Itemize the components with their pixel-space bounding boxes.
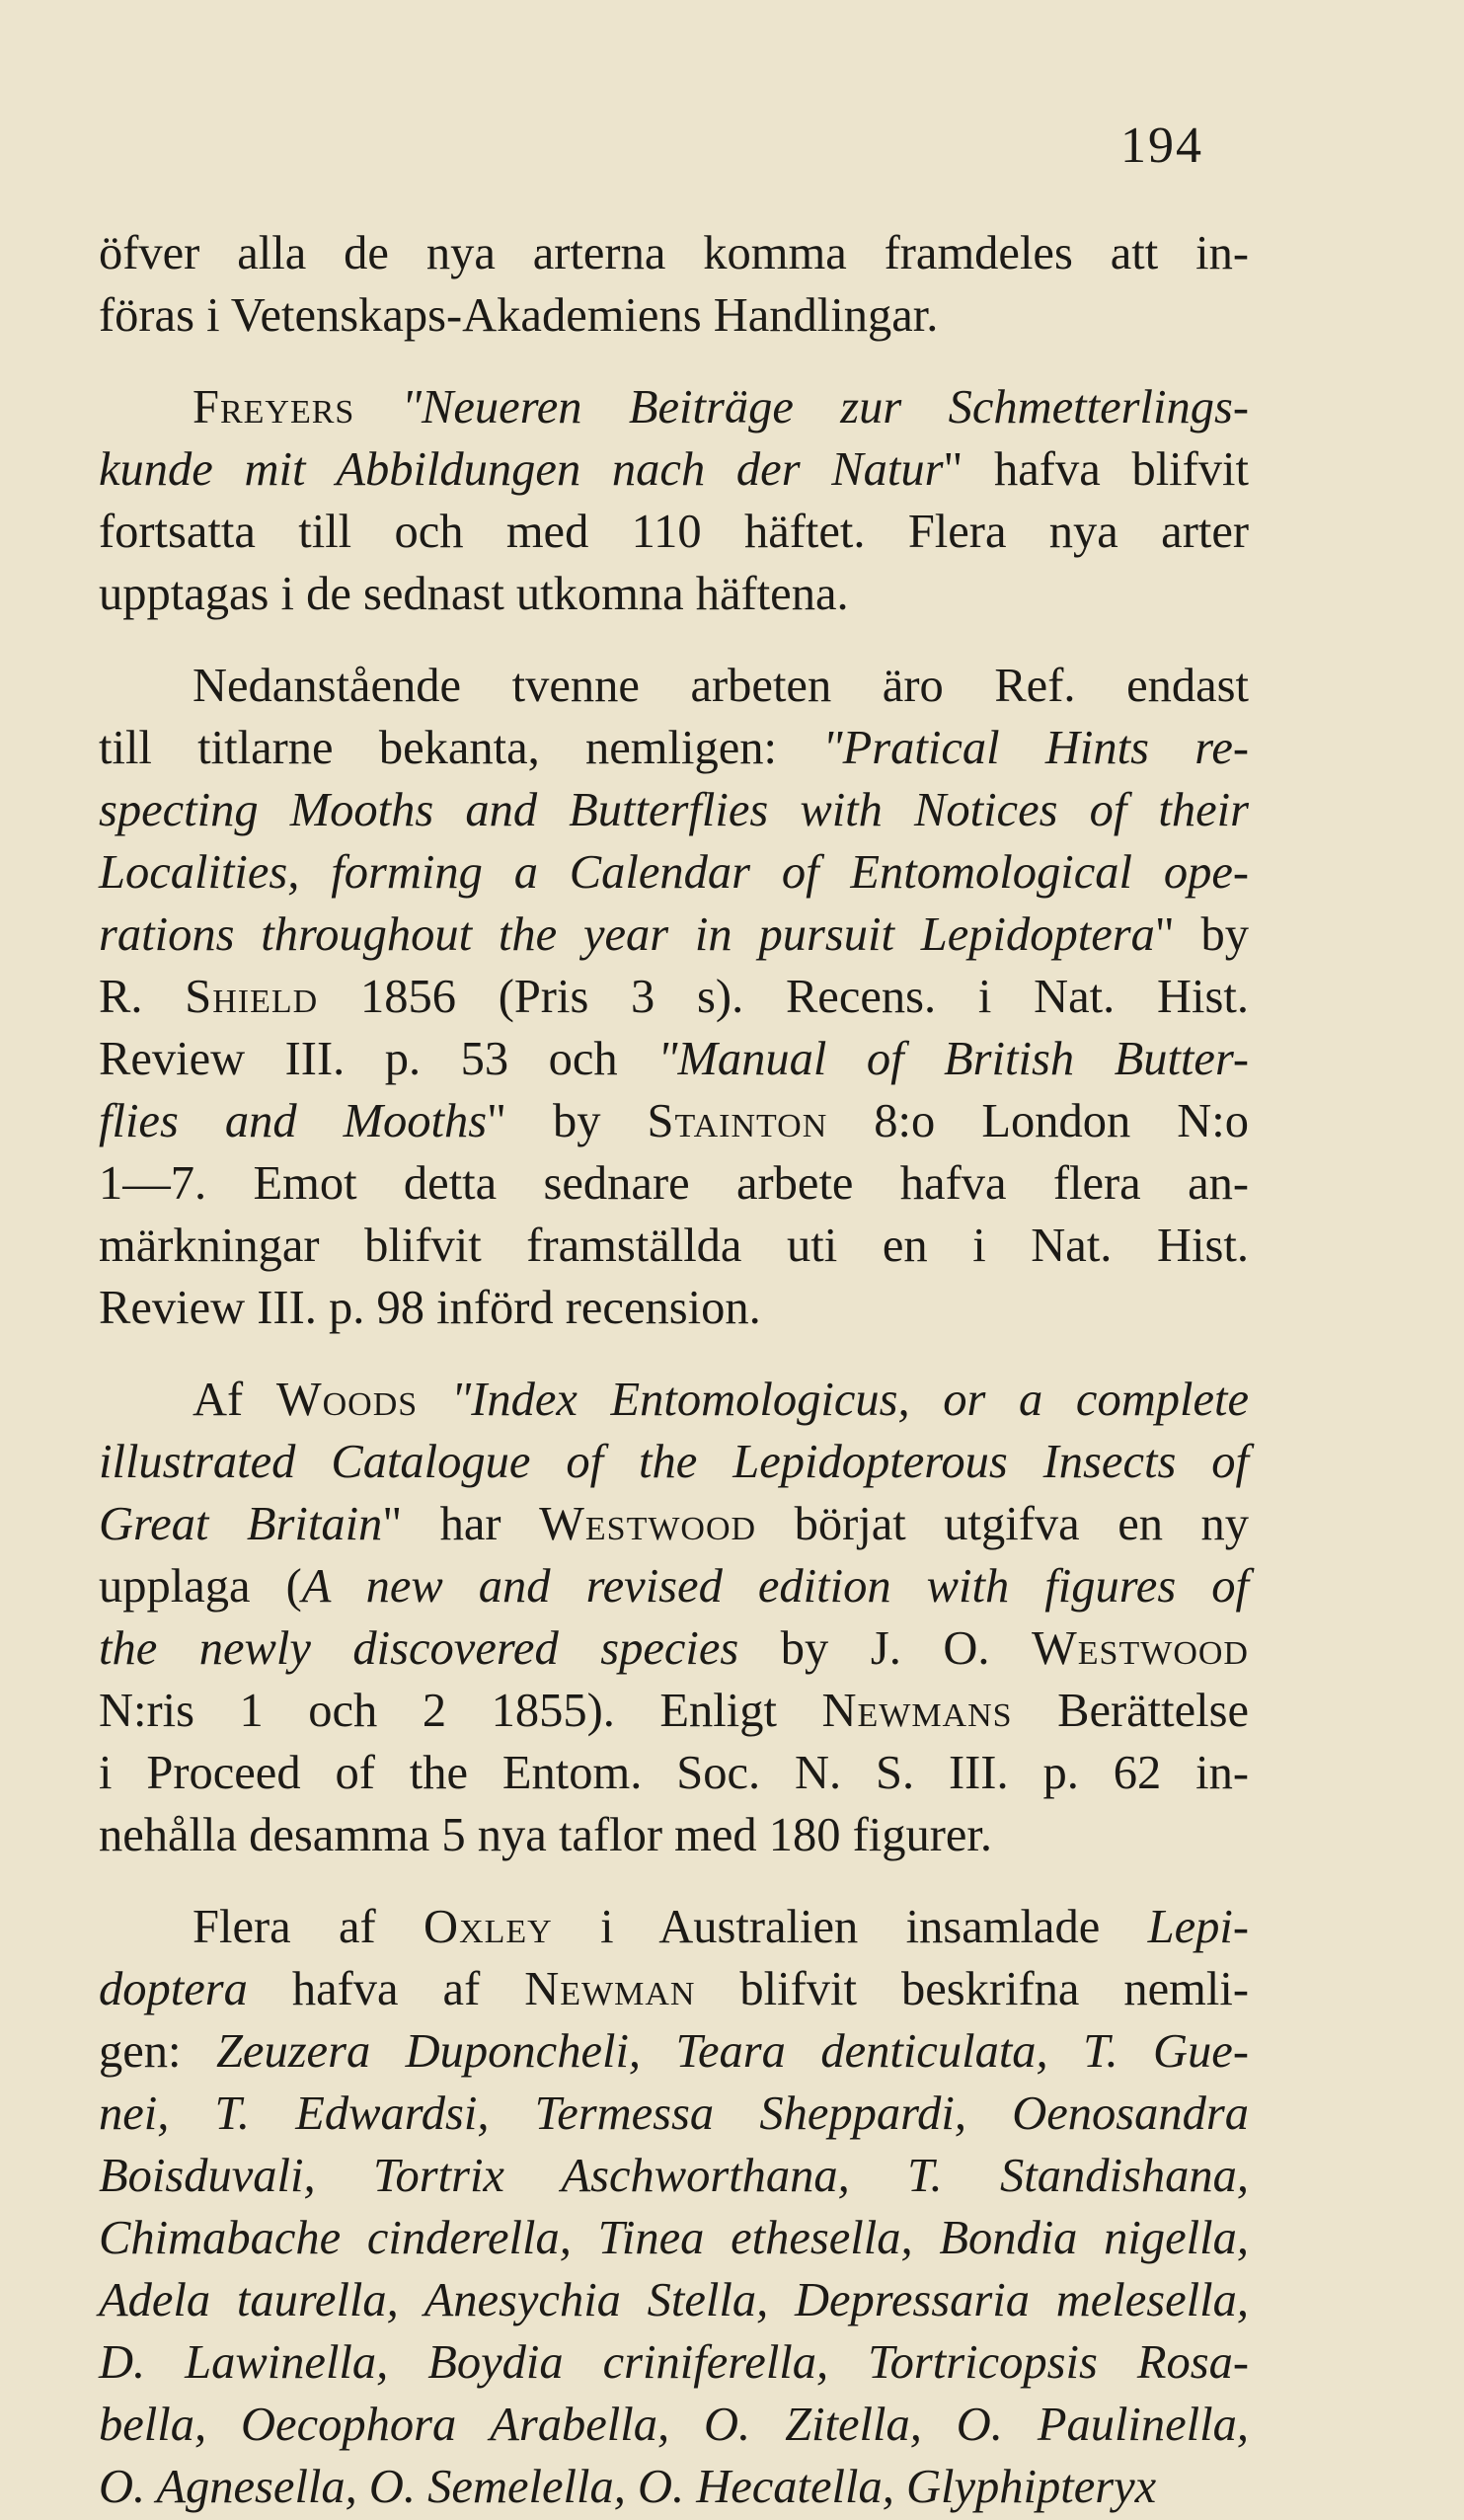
italic-run: D. Lawinella, Boydia criniferella, Tortricopsis Rosa- bbox=[99, 2336, 1249, 2389]
text-line bbox=[99, 2145, 1249, 2207]
text-line bbox=[99, 376, 1249, 438]
text-run: R. bbox=[99, 971, 186, 1023]
italic-run: O. Agnesella, O. Semelella, O. Hecatella, Glyphipteryx bbox=[99, 2461, 1157, 2513]
text-run: märkningar blifvit framställda uti en i Nat. Hist. bbox=[99, 1220, 1249, 1272]
italic-run: "Pratical Hints re- bbox=[822, 722, 1249, 774]
text-run: " by bbox=[487, 1095, 648, 1147]
text-line bbox=[99, 2331, 1249, 2394]
text-run: föras i Vetenskaps-Akademiens Handlingar. bbox=[99, 289, 939, 342]
text-line bbox=[99, 1680, 1249, 1742]
text-line bbox=[99, 501, 1249, 563]
paragraph bbox=[99, 1896, 1249, 2518]
italic-run: Lepi- bbox=[1147, 1901, 1249, 1953]
small-caps-name: Freyers bbox=[193, 381, 355, 433]
italic-run: Zeuzera Duponcheli, Teara denticulata, T. Gue- bbox=[215, 2025, 1249, 2078]
text-run: N:ris 1 och 2 1855). Enligt bbox=[99, 1685, 822, 1737]
text-line bbox=[99, 438, 1249, 501]
small-caps-name: Woods bbox=[275, 1374, 419, 1426]
text-line bbox=[99, 1152, 1249, 1215]
text-line bbox=[99, 1090, 1249, 1152]
text-line bbox=[99, 563, 1249, 625]
italic-run: bella, Oecophora Arabella, O. Zitella, O. Paulinella, bbox=[99, 2399, 1249, 2451]
paragraph bbox=[99, 222, 1249, 347]
italic-run: doptera bbox=[99, 1963, 248, 2015]
paragraph bbox=[99, 376, 1249, 625]
italic-run: rations throughout the year in pursuit Lepidoptera bbox=[99, 908, 1155, 961]
italic-run: Localities, forming a Calendar of Entomological ope- bbox=[99, 846, 1249, 899]
italic-run: flies and Mooths bbox=[99, 1095, 488, 1147]
page-number: 194 bbox=[1120, 118, 1203, 174]
text-run: fortsatta till och med 110 häftet. Flera nya arter bbox=[99, 506, 1249, 558]
italic-run: specting Mooths and Butterflies with Notices of their bbox=[99, 784, 1249, 836]
paragraph-gap bbox=[99, 1866, 1249, 1896]
text-run: i Australien insamlade bbox=[552, 1901, 1148, 1953]
text-line bbox=[99, 1215, 1249, 1277]
text-line bbox=[99, 2456, 1249, 2518]
text-run: till titlarne bekanta, nemligen: bbox=[99, 722, 823, 774]
italic-run: illustrated Catalogue of the Lepidopterous Insects of bbox=[99, 1436, 1249, 1488]
text-line bbox=[99, 2207, 1249, 2269]
text-run: gen: bbox=[99, 2025, 216, 2078]
text-run: 8:o London N:o bbox=[827, 1095, 1249, 1147]
text-line bbox=[99, 1493, 1249, 1555]
text-line bbox=[99, 1028, 1249, 1090]
text-line bbox=[99, 1617, 1249, 1680]
text-line bbox=[99, 841, 1249, 904]
text-run: blifvit beskrifna nemli- bbox=[695, 1963, 1249, 2015]
text-run: by J. O. bbox=[738, 1622, 1033, 1675]
italic-run: A new and revised edition with figures of bbox=[301, 1560, 1249, 1613]
text-run: " by bbox=[1154, 908, 1249, 961]
italic-run: nei, T. Edwardsi, Termessa Sheppardi, Oenosandra bbox=[99, 2087, 1249, 2140]
italic-run: Adela taurella, Anesychia Stella, Depressaria melesella, bbox=[99, 2274, 1249, 2326]
text-line bbox=[99, 222, 1249, 284]
italic-run: "Manual of British Butter- bbox=[657, 1033, 1249, 1085]
italic-run: Chimabache cinderella, Tinea ethesella, Bondia nigella, bbox=[99, 2212, 1249, 2264]
text-line bbox=[99, 2083, 1249, 2145]
text-line bbox=[99, 904, 1249, 966]
text-line bbox=[99, 966, 1249, 1028]
text-line bbox=[99, 1804, 1249, 1866]
text-line bbox=[99, 779, 1249, 841]
text-line bbox=[99, 1431, 1249, 1493]
small-caps-name: Oxley bbox=[424, 1901, 553, 1953]
small-caps-name: Newman bbox=[524, 1963, 696, 2015]
text-line bbox=[99, 2394, 1249, 2456]
text-run: Af bbox=[193, 1374, 276, 1426]
small-caps-name: Newmans bbox=[821, 1685, 1013, 1737]
italic-run: the newly discovered species bbox=[99, 1622, 739, 1675]
text-run: i Proceed of the Entom. Soc. N. S. III. p. 62 in- bbox=[99, 1747, 1249, 1799]
paragraph-gap bbox=[99, 347, 1249, 376]
text-line bbox=[99, 2269, 1249, 2331]
small-caps-name: Westwood bbox=[1032, 1622, 1249, 1675]
text-run: öfver alla de nya arterna komma framdeles att in- bbox=[99, 227, 1249, 279]
small-caps-name: Shield bbox=[185, 971, 319, 1023]
italic-run: "Index Entomologicus, or a complete bbox=[418, 1374, 1249, 1426]
text-run: Review III. p. 53 och bbox=[99, 1033, 658, 1085]
text-line bbox=[99, 1555, 1249, 1617]
text-run: 1856 (Pris 3 s). Recens. i Nat. Hist. bbox=[318, 971, 1249, 1023]
text-run: nehålla desamma 5 nya taflor med 180 figurer. bbox=[99, 1809, 993, 1861]
small-caps-name: Westwood bbox=[539, 1498, 757, 1550]
paragraph-gap bbox=[99, 625, 1249, 655]
paragraph bbox=[99, 1369, 1249, 1866]
italic-run: kunde mit Abbildungen nach der Natur bbox=[99, 443, 944, 496]
text-run: " hafva blifvit bbox=[943, 443, 1249, 496]
paragraph bbox=[99, 655, 1249, 1339]
text-run: Flera af bbox=[193, 1901, 424, 1953]
text-run: hafva af bbox=[247, 1963, 525, 2015]
text-line bbox=[99, 284, 1249, 347]
italic-run: Great Britain bbox=[99, 1498, 383, 1550]
text-run: Berättelse bbox=[1012, 1685, 1249, 1737]
text-run: Nedanstående tvenne arbeten äro Ref. endast bbox=[193, 660, 1249, 712]
text-run: Review III. p. 98 införd recension. bbox=[99, 1282, 761, 1334]
text-line bbox=[99, 1369, 1249, 1431]
text-line bbox=[99, 1742, 1249, 1804]
italic-run: Boisduvali, Tortrix Aschworthana, T. Standishana, bbox=[99, 2150, 1249, 2202]
body-text bbox=[99, 222, 1249, 2518]
text-run: börjat utgifva en ny bbox=[756, 1498, 1249, 1550]
text-run: upplaga ( bbox=[99, 1560, 302, 1613]
small-caps-name: Stainton bbox=[647, 1095, 828, 1147]
text-run: 1—7. Emot detta sednare arbete hafva flera an- bbox=[99, 1157, 1249, 1210]
italic-run: "Neueren Beiträge zur Schmetterlings- bbox=[354, 381, 1249, 433]
text-line bbox=[99, 717, 1249, 779]
paragraph-gap bbox=[99, 1339, 1249, 1369]
text-line bbox=[99, 1896, 1249, 1958]
text-run: upptagas i de sednast utkomna häftena. bbox=[99, 568, 849, 620]
text-line bbox=[99, 1958, 1249, 2020]
text-line bbox=[99, 2020, 1249, 2083]
text-line bbox=[99, 655, 1249, 717]
text-line bbox=[99, 1277, 1249, 1339]
text-run: " har bbox=[382, 1498, 540, 1550]
